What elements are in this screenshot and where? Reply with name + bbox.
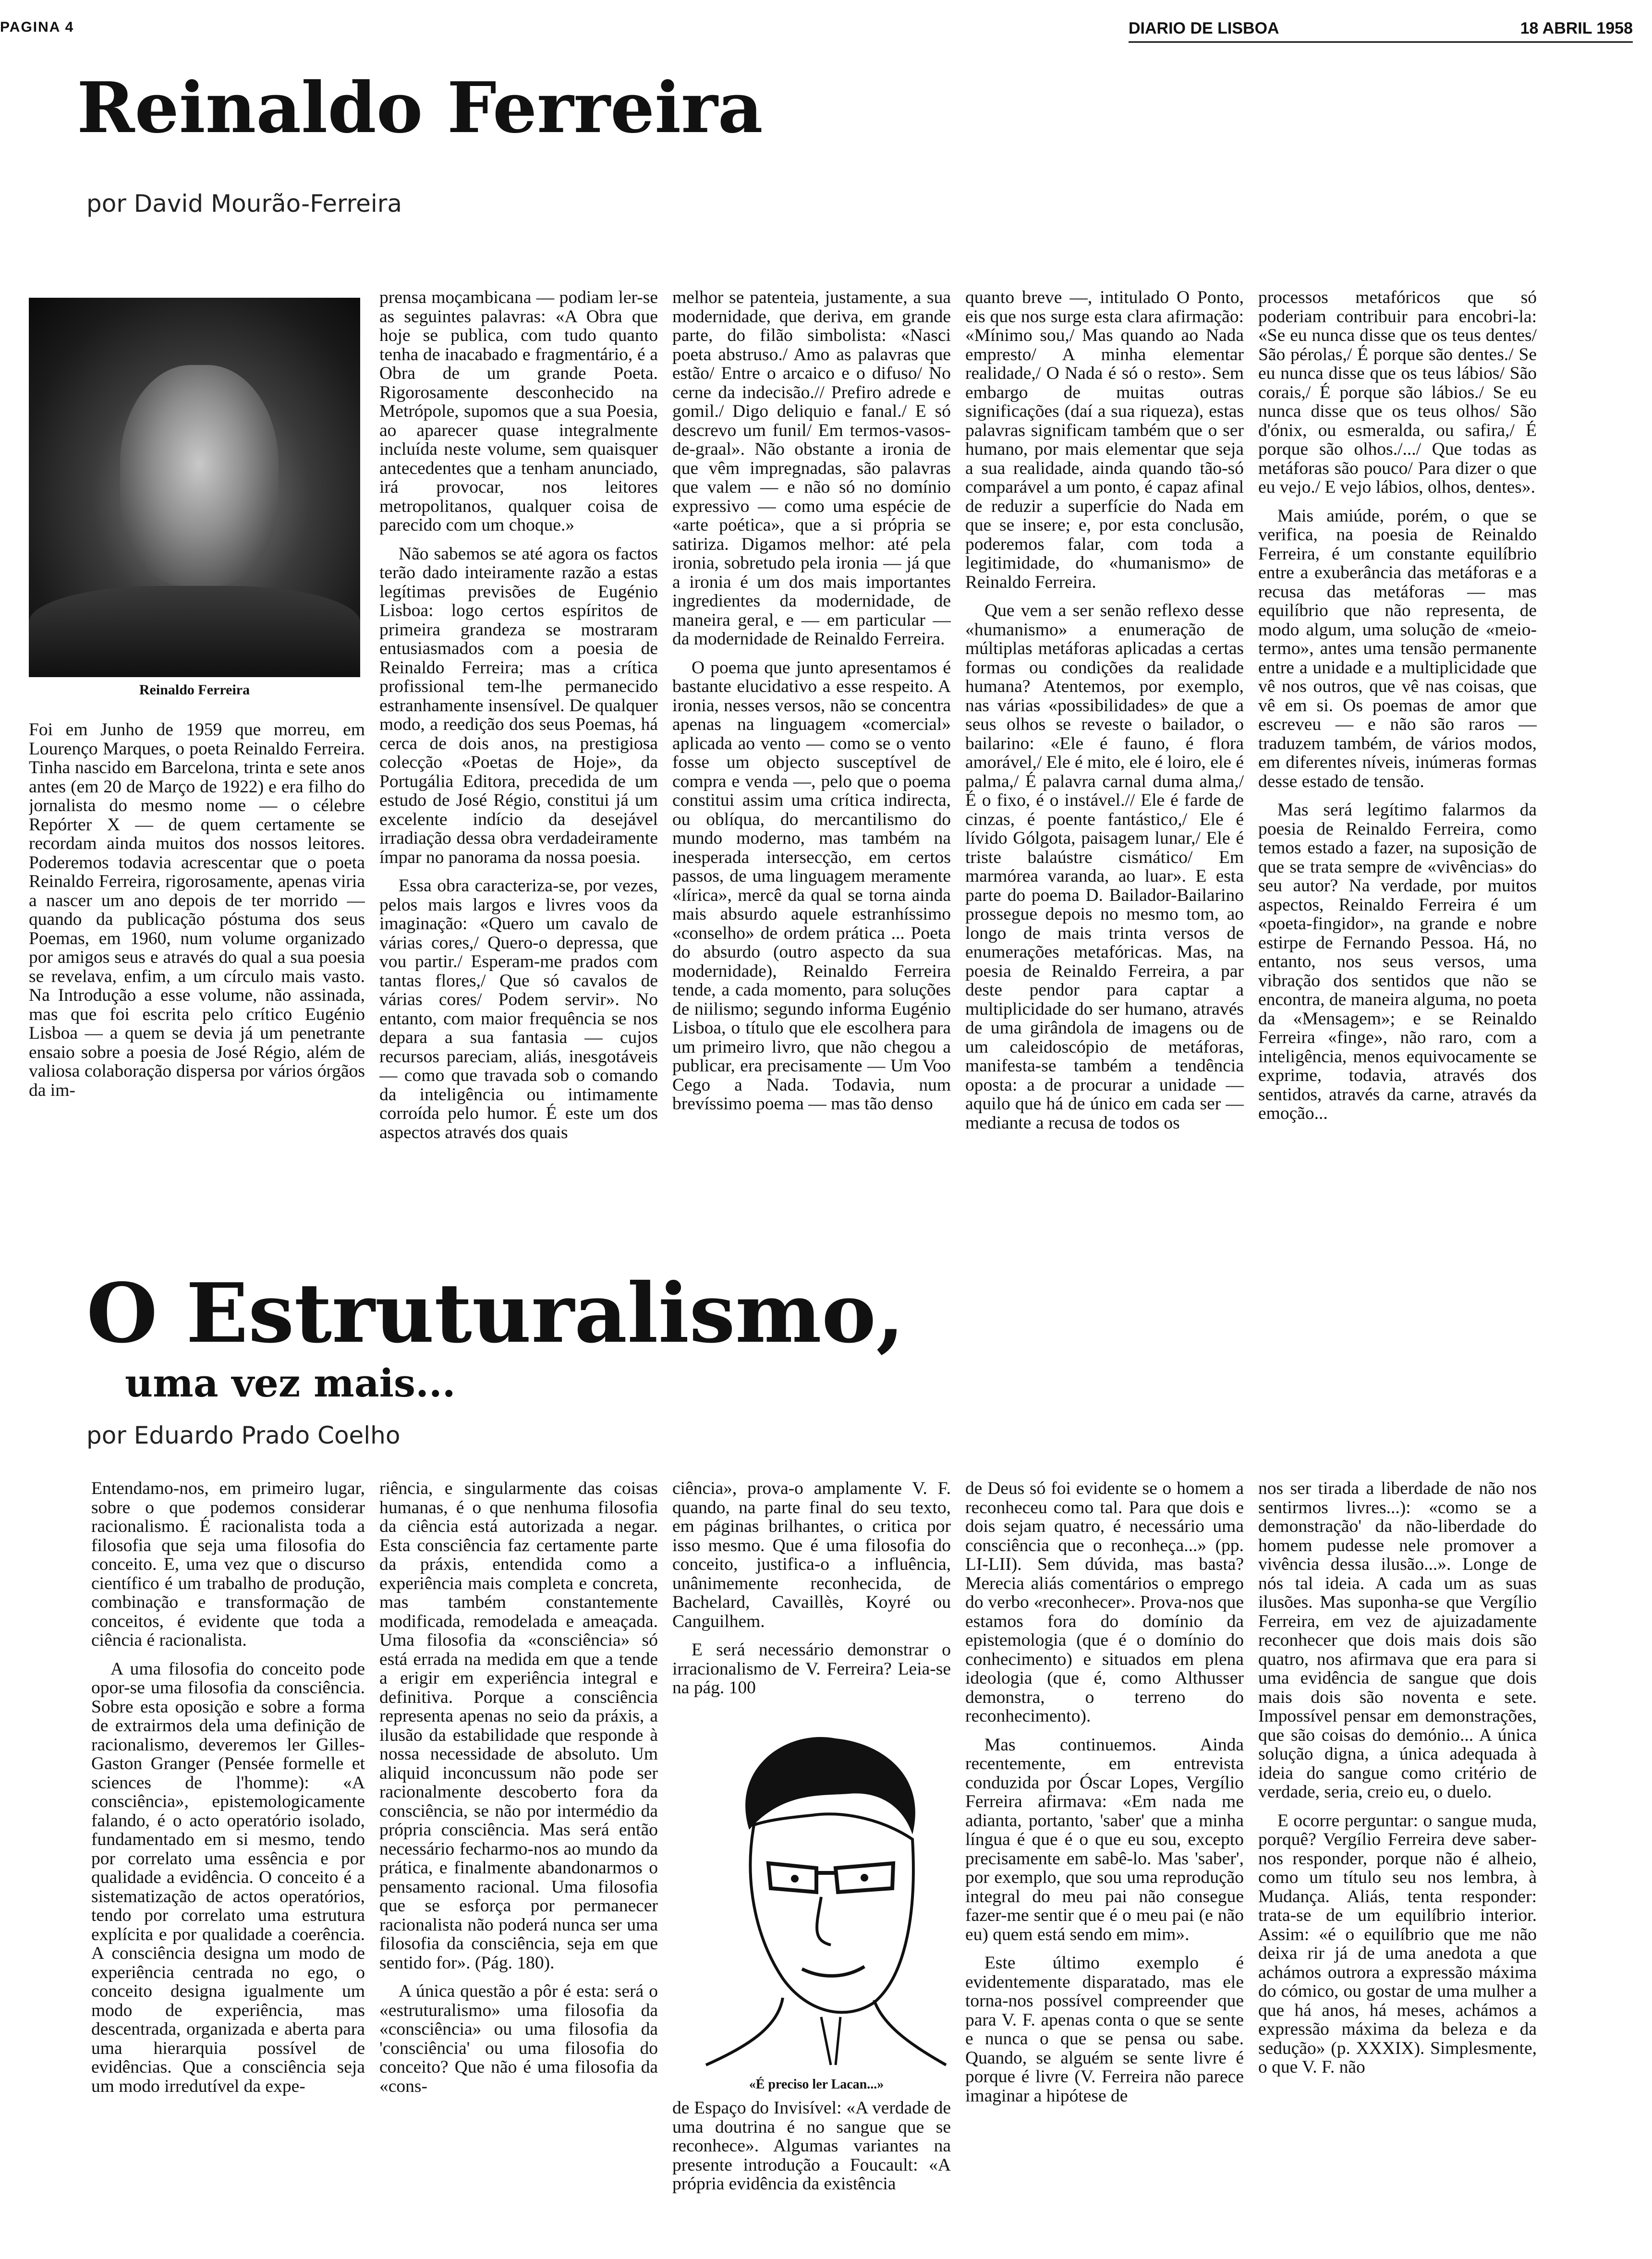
article2-column-1 — [91, 1479, 365, 2247]
article1-col4-text: quanto breve —, intitulado O Ponto, eis que nos surge esta clara afirmação: «Mínimo sou,/ Mas quando ao Nada empresto/ A minha elementar realidade,/ O Nada é só o resto». Sem embargo de muitas outras significações (daí a sua riqueza), estas palavras significam também que o ser humano, por mais elementar que seja a sua realidade, ainda quando tão-só comparável a um ponto, é capaz afinal de reduzir a superfície do Nada em que se insere; e, por esta conclusão, poderemos falar, com toda a legitimidade, do «humanismo» de Reinaldo Ferreira. — [965, 288, 1244, 592]
paragraph: Mas será legítimo falarmos da poesia de Reinaldo Ferreira, como temos estado a fazer, na suposição de que se trata sempre de «vivências» do seu autor? Na verdade, por muitos aspectos, Reinaldo Ferreira é um «poeta-fingidor», na grande e nobre estirpe de Fernando Pessoa. Há, no entanto, nos seus versos, uma vibração dos sentidos que não se encontra, de maneira alguma, no poeta da «Mensagem»; e se Reinaldo Ferreira «finge», não raro, com a inteligência, menos equivocamente se exprime, todavia, através dos sentidos, através da carne, através da emoção... — [1258, 800, 1537, 1123]
header-rule — [1129, 41, 1633, 43]
article1-col2-text: prensa moçambicana — podiam ler-se as seguintes palavras: «A Obra que hoje se publica, com tudo quanto tenha de inacabado e fragmentário, é a Obra de um grande Poeta. Rigorosamente desconhecido na Metrópole, supomos que a sua Poesia, ao aparecer quase integralmente incluída neste volume, sem quaisquer antecedentes que a tenham anunciado, irá provocar, nos leitores metropolitanos, qualquer coisa de parecido com um choque.» — [379, 288, 658, 535]
author-photo — [29, 298, 360, 677]
article2-col4-text: de Deus só foi evidente se o homem a reconheceu como tal. Para que dois e dois sejam quatro, é necessário uma consciência que o reconheça...» (pp. LI-LII). Sem dúvida, mas basta? Merecia aliás comentários o emprego do verbo «reconhecer». Prova-nos que estamos fora do domínio da epistemologia (que é o domínio do conhecimento) e situados em plena ideologia (que é, como Althusser demonstra, o terreno do reconhecimento). — [965, 1479, 1244, 1726]
article1-column-2 — [379, 288, 658, 1220]
portrait-face — [120, 365, 279, 586]
portrait-shoulders — [29, 586, 360, 677]
article2-col2-text: riência, e singularmente das coisas humanas, é o que nenhuma filosofia da ciência está autorizada a negar. Esta consciência faz certamente parte da práxis, entendida como a experiência mais completa e concreta, mas também constantemente modificada, remodelada e ameaçada. Uma filosofia da «consciência» só está errada na medida em que a tende a erigir em experiência integral e definitiva. Porque a consciência representa apenas no seio da práxis, a ilusão da estabilidade que responde à nossa necessidade de absoluto. Um aliquid inconcussum não pode ser racionalmente descoberto fora da consciência, se não por intermédio da própria consciência. Mas será então necessário fecharmo-nos ao mundo da prática, e finalmente abandonarmos o pensamento racional. Uma filosofia que se esforça por permanecer racionalista não poderá nunca ser uma filosofia da consciência, seja em que sentido for». (Pág. 180). — [379, 1479, 658, 1973]
paragraph: E será necessário demonstrar o irracionalismo de V. Ferreira? Leia-se na pág. 100 — [672, 1640, 951, 1698]
newspaper-name: DIARIO DE LISBOA — [1129, 19, 1279, 37]
article2-byline: por Eduardo Prado Coelho — [86, 1421, 401, 1449]
caricature-drawing — [677, 1710, 956, 2075]
paragraph: Essa obra caracteriza-se, por vezes, pelos mais largos e livres voos da imaginação: «Quero um cavalo de várias cores,/ Quero-o depressa, que vou partir./ Esperam-me prados com tantas flores,/ Que só cavalos de várias cores/ Podem servir». No entanto, com maior frequência se nos depara a sua fantasia — cujos recursos pareciam, aliás, inesgotáveis — como que travada sob o comando da inteligência ou intimamente corroída pelo humor. É este um dos aspectos através dos quais — [379, 876, 658, 1142]
paragraph: Este último exemplo é evidentemente disparatado, mas ele torna-nos possível compreender que para V. F. apenas conta o que se sente e nunca o que se pensa ou sabe. Quando, se alguém se sente livre é porque é livre (V. Ferreira não parece imaginar a hipótese de — [965, 1953, 1244, 2106]
article2-column-3-bottom — [672, 2099, 951, 2247]
article1-column-5 — [1258, 288, 1537, 1220]
page-number: PAGINA 4 — [0, 19, 74, 35]
article1-column-3 — [672, 288, 951, 1220]
masthead — [1129, 19, 1633, 38]
article1-byline: por David Mourão-Ferreira — [86, 190, 402, 218]
photo-caption: Reinaldo Ferreira — [139, 682, 250, 698]
article1-column-4 — [965, 288, 1244, 1220]
paragraph: Mas continuemos. Ainda recentemente, em entrevista conduzida por Óscar Lopes, Vergílio Ferreira afirmava: «Em nada me adianta, portanto, 'saber' que a minha língua é que é o que eu sou, excepto precisamente em sabê-lo. Mas 'saber', por exemplo, que sou uma reprodução integral do meu pai não consegue fazer-me sentir que é o meu pai (e não eu) quem está sendo em mim». — [965, 1735, 1244, 1944]
article2-column-3-top — [672, 1479, 951, 1705]
paragraph: A uma filosofia do conceito pode opor-se uma filosofia da consciência. Sobre esta oposição e sobre a forma de extrairmos dela uma definição de racionalismo, deveremos ler Gilles-Gaston Granger (Pensée formelle et sciences de l'homme): «A consciência», epistemologicamente falando, é o acto operatório isolado, fundamentado em si mesmo, tendo por correlato uma essência e por qualidade a evidência. O conceito é a sistematização de actos operatórios, tendo por correlato uma estrutura explícita e por qualidade a coerência. A consciência designa um modo de experiência centrada no ego, o conceito designa igualmente um modo de experiência, mas descentrada, organizada e aberta para uma hierarquia possível de evidências. Que a consciência seja um modo irredutível da expe- — [91, 1659, 365, 2096]
article1-col3-text: melhor se patenteia, justamente, a sua modernidade, que deriva, em grande parte, do filão simbolista: «Nasci poeta abstruso./ Amo as palavras que estão/ Entre o arcaico e o difuso/ No cerne da indecisão.// Prefiro adrede e gomil./ Digo deliquio e fanal./ E só descrevo um funil/ Em termos-vasos-de-graal». Não obstante a ironia de que vêm impregnadas, são palavras que valem — e não só no domínio expressivo — como uma espécie de «arte poética», que a si própria se satiriza. Digamos melhor: até pela ironia, sobretudo pela ironia — já que a ironia é um dos mais importantes ingredientes da modernidade, de maneira geral, e — em particular — da modernidade de Reinaldo Ferreira. — [672, 288, 951, 649]
article2-title: O Estruturalismo, — [86, 1265, 905, 1361]
article2-col5-text: nos ser tirada a liberdade de não nos sentirmos livres...): «como se a demonstração' da não-liberdade do homem pudesse nele promover a vivência dessa ilusão...». Longe de nós tal ideia. A cada um as suas ilusões. Mas suponha-se que Vergílio Ferreira, em vez de ajuizadamente reconhecer que dois mais dois são quatro, nos afirmava que era para si uma evidência de sangue que dois mais dois são noventa e sete. Impossível pensar em demonstrações, que são coisas do demónio... A única solução digna, a única adequada à ideia do sangue como critério de verdade, seria, creio eu, o duelo. — [1258, 1479, 1537, 1802]
issue-date: 18 ABRIL 1958 — [1520, 19, 1633, 37]
article2-subtitle: uma vez mais... — [125, 1360, 456, 1406]
article1-col5-text: processos metafóricos que só poderiam contribuir para encobri-la: «Se eu nunca disse que os teus dentes/ São pérolas,/ É porque são dentes./ Se eu nunca disse que os teus lábios/ São corais,/ É porque são lábios./ Se eu nunca disse que os teus olhos/ São d'ónix, ou esmeralda, ou safira,/ É porque são olhos./.../ Que todas as metáforas são pouco/ Para dizer o que eu vejo./ E vejo lábios, olhos, dentes». — [1258, 288, 1537, 497]
paragraph: Que vem a ser senão reflexo desse «humanismo» a enumeração de múltiplas metáforas aplicadas a certas formas ou condições da realidade humana? Atentemos, por exemplo, nas várias «possibilidades» de que a seus olhos se reveste o bailador, o bailarino: «Ele é fauno, é flora amorável,/ Ele é mito, ele é loiro, ele é palma,/ É palavra carnal duma alma,/ É o fixo, é o instável.// Ele é farde de cinzas, é poente fantástico,/ Ele é lívido Gólgota, paisagem lunar,/ Ele é triste balaústre cismático/ Em marmórea varanda, ao luar». E esta parte do poema D. Bailador-Bailarino prossegue depois no mesmo tom, ao longo de mais trinta versos de enumerações metafóricas. Mas, na poesia de Reinaldo Ferreira, a par deste pendor para captar a multiplicidade do ser humano, através de uma girândola de imagens ou de um caleidoscópio de metáforas, manifesta-se também a tendência oposta: a de procurar a unidade — aquilo que há de único em cada ser — mediante a recusa de todos os — [965, 601, 1244, 1133]
paragraph: O poema que junto apresentamos é bastante elucidativo a esse respeito. A ironia, nesses versos, não se concentra apenas na linguagem «comercial» aplicada ao vento — como se o vento fosse um objecto susceptível de compra e venda —, pelo que o poema constitui assim uma crítica indirecta, ou oblíqua, do mercantilismo do mundo moderno, mas também na inesperada intersecção, em certos passos, de uma linguagem meramente «lírica», mercê da qual se torna ainda mais absurdo aquele estranhíssimo «conselho» de ordem prática ... Poeta do absurdo (outro aspecto da sua modernidade), Reinaldo Ferreira tende, a cada momento, para soluções de niilismo; segundo informa Eugénio Lisboa, o título que ele escolhera para um primeiro livro, que não chegou a publicar, era precisamente — Um Voo Cego a Nada. Todavia, num brevíssimo poema — mas tão denso — [672, 657, 951, 1114]
paragraph: Não sabemos se até agora os factos terão dado inteiramente razão a estas legítimas previsões de Eugénio Lisboa: logo certos espíritos de primeira grandeza se mostraram entusiasmados com a poesia de Reinaldo Ferreira; mas a crítica profissional tem-lhe permanecido estranhamente insensível. De qualquer modo, a reedição dos seus Poemas, há cerca de dois anos, na prestigiosa colecção «Poetas de Hoje», da Portugália Editora, precedida de um estudo de José Régio, constitui já um excelente indício da desejável irradiação dessa obra verdadeiramente ímpar no panorama da nossa poesia. — [379, 544, 658, 867]
paragraph: A única questão a pôr é esta: será o «estruturalismo» uma filosofia da «consciência» ou uma filosofia da 'consciência' ou uma filosofia do conceito? Que não é uma filosofia da «cons- — [379, 1981, 658, 2096]
article1-title: Reinaldo Ferreira — [77, 67, 763, 149]
paragraph: Mais amiúde, porém, o que se verifica, na poesia de Reinaldo Ferreira, é um constante equilíbrio entre a exuberância das metáforas e a recusa das metáforas — mas equilíbrio que não representa, de modo algum, uma solução de «meio-termo», antes uma tensão permanente entre a unidade e a multiplicidade que vê nos outros, que vê nas coisas, que vê em si. Os poemas de amor que escreveu — e não são raros — traduzem também, de vários modos, em diferentes níveis, inúmeras formas desse estado de tensão. — [1258, 506, 1537, 791]
article2-column-2 — [379, 1479, 658, 2247]
paragraph: E ocorre perguntar: o sangue muda, porquê? Vergílio Ferreira deve saber-nos responder, porque não é alheio, como um título seu nos lembra, à Mudança. Aliás, tenta responder: trata-se de um equilíbrio interior. Assim: «é o equilíbrio que me não deixa rir já de uma anedota a que achámos outrora a expressão máxima do cómico, ou gostar de uma mulher a que há anos, há meses, achámos a expressão máxima da beleza e da sedução» (p. XXXIX). Simplesmente, o que V. F. não — [1258, 1810, 1537, 2077]
article2-col1-text: Entendamo-nos, em primeiro lugar, sobre o que podemos considerar racionalismo. É racionalista toda a filosofia que seja uma filosofia do conceito. E, uma vez que o discurso científico é um trabalho de produção, combinação e transformação de conceitos, é evidente que toda a ciência é racionalista. — [91, 1479, 365, 1650]
article2-column-5 — [1258, 1479, 1537, 2247]
article2-column-4 — [965, 1479, 1244, 2247]
article2-col3-text: ciência», prova-o amplamente V. F. quando, na parte final do seu texto, em páginas brilhantes, o critica por isso mesmo. Que é uma filosofia do conceito, justifica-o a influência, unânimemente reconhecida, de Bachelard, Cavaillès, Koyré ou Canguilhem. — [672, 1479, 951, 1631]
caricature-caption: «É preciso ler Lacan...» — [749, 2077, 884, 2092]
article1-column-1 — [29, 720, 365, 1220]
article1-col1-text: Foi em Junho de 1959 que morreu, em Lourenço Marques, o poeta Reinaldo Ferreira. Tinha nascido em Barcelona, trinta e sete anos antes (em 20 de Março de 1922) e era filho do jornalista do mesmo nome — o célebre Repórter X — de quem certamente se recordam ainda muitos dos nossos leitores. Poderemos todavia acrescentar que o poeta Reinaldo Ferreira, rigorosamente, apenas viria a nascer um ano depois de ter morrido — quando da publicação póstuma dos seus Poemas, em 1960, num volume organizado por amigos seus e através do qual a sua poesia se revelava, enfim, a um círculo mais vasto. Na Introdução a esse volume, não assinada, mas que foi escrita pelo crítico Eugénio Lisboa — a quem se devia já um penetrante ensaio sobre a poesia de José Régio, além de valiosa colaboração dispersa por vários órgãos da im- — [29, 720, 365, 1100]
article2-col3b-text: de Espaço do Invisível: «A verdade de uma doutrina é no sangue que se reconhece». Algumas variantes na presente introdução a Foucault: «A própria evidência da existência — [672, 2099, 951, 2194]
